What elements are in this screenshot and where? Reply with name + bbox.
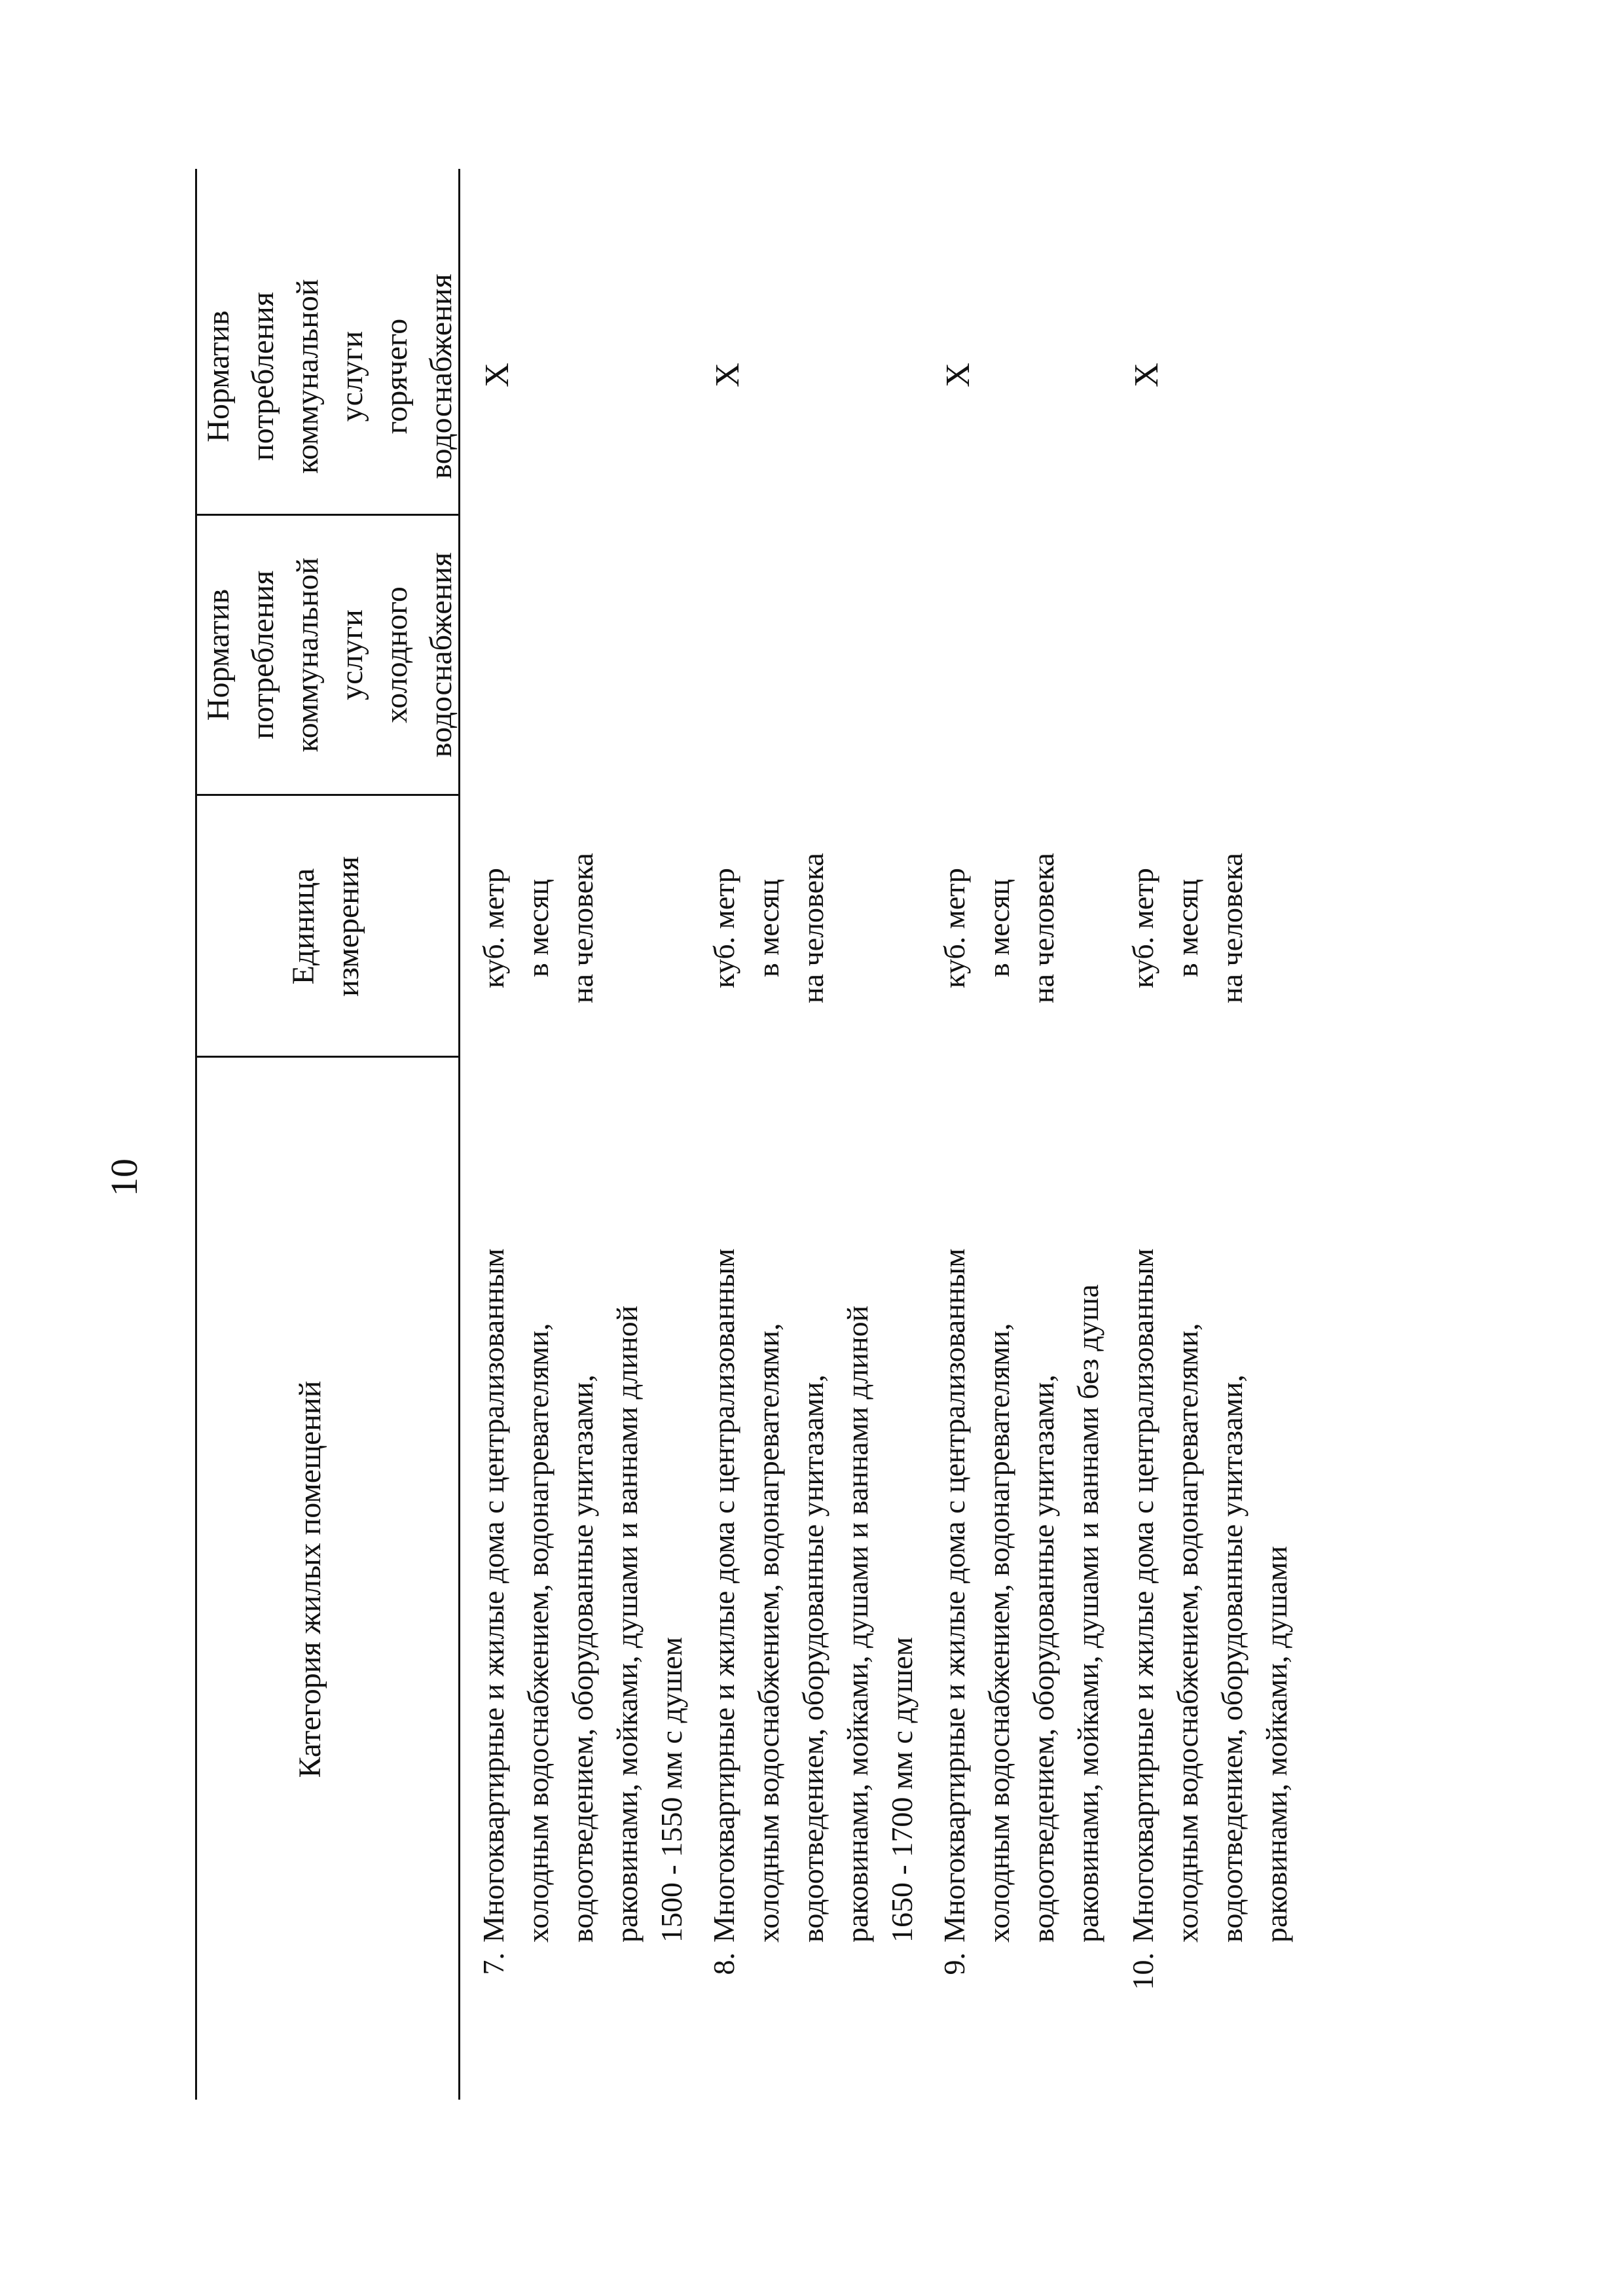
header-cold-water: Норматив потребления коммунальной услуги холодного водоснабжения xyxy=(201,552,458,758)
row-hot-value: Х xyxy=(939,363,977,387)
header-category: Категория жилых помещений xyxy=(293,1380,327,1778)
row-category: Многоквартирные и жилые дома с централизованным холодным водоснабжением, водонагревателями, водоотведением, оборудованные унитазами, раковинами, мойками, душами и ваннами длиной 1500 - 1550 мм с душем xyxy=(477,1248,688,1943)
row-unit: куб. метр в месяц на человека xyxy=(477,853,599,1003)
row-number: 7. xyxy=(477,1952,510,1975)
row-number: 8. xyxy=(707,1952,740,1975)
header-unit: Единица измерения xyxy=(286,856,365,997)
row-hot-value: Х xyxy=(479,363,516,387)
row-number: 9. xyxy=(938,1952,971,1975)
row-category: Многоквартирные и жилые дома с централизованным холодным водоснабжением, водонагревателями, водоотведением, оборудованные унитазами, раковинами, мойками, душами и ваннами без душа xyxy=(938,1248,1104,1943)
row-category: Многоквартирные и жилые дома с централизованным холодным водоснабжением, водонагревателями, водоотведением, оборудованные унитазами, раковинами, мойками, душами xyxy=(1126,1248,1293,1943)
row-unit: куб. метр в месяц на человека xyxy=(938,853,1060,1003)
row-hot-value: Х xyxy=(709,363,746,387)
row-unit: куб. метр в месяц на человека xyxy=(707,853,830,1003)
page-number: 10 xyxy=(103,1158,145,1196)
row-number: 10. xyxy=(1126,1952,1159,1990)
row-category: Многоквартирные и жилые дома с централизованным холодным водоснабжением, водонагревателями, водоотведением, оборудованные унитазами, раковинами, мойками, душами и ваннами длиной 1650 - 1700 мм с душем xyxy=(707,1248,919,1943)
row-hot-value: Х xyxy=(1128,363,1165,387)
column-divider-unit xyxy=(195,1056,460,1058)
header-hot-water: Норматив потребления коммунальной услуги горячего водоснабжения xyxy=(201,274,458,479)
row-unit: куб. метр в месяц на человека xyxy=(1126,853,1249,1003)
column-divider-cold xyxy=(195,794,460,796)
